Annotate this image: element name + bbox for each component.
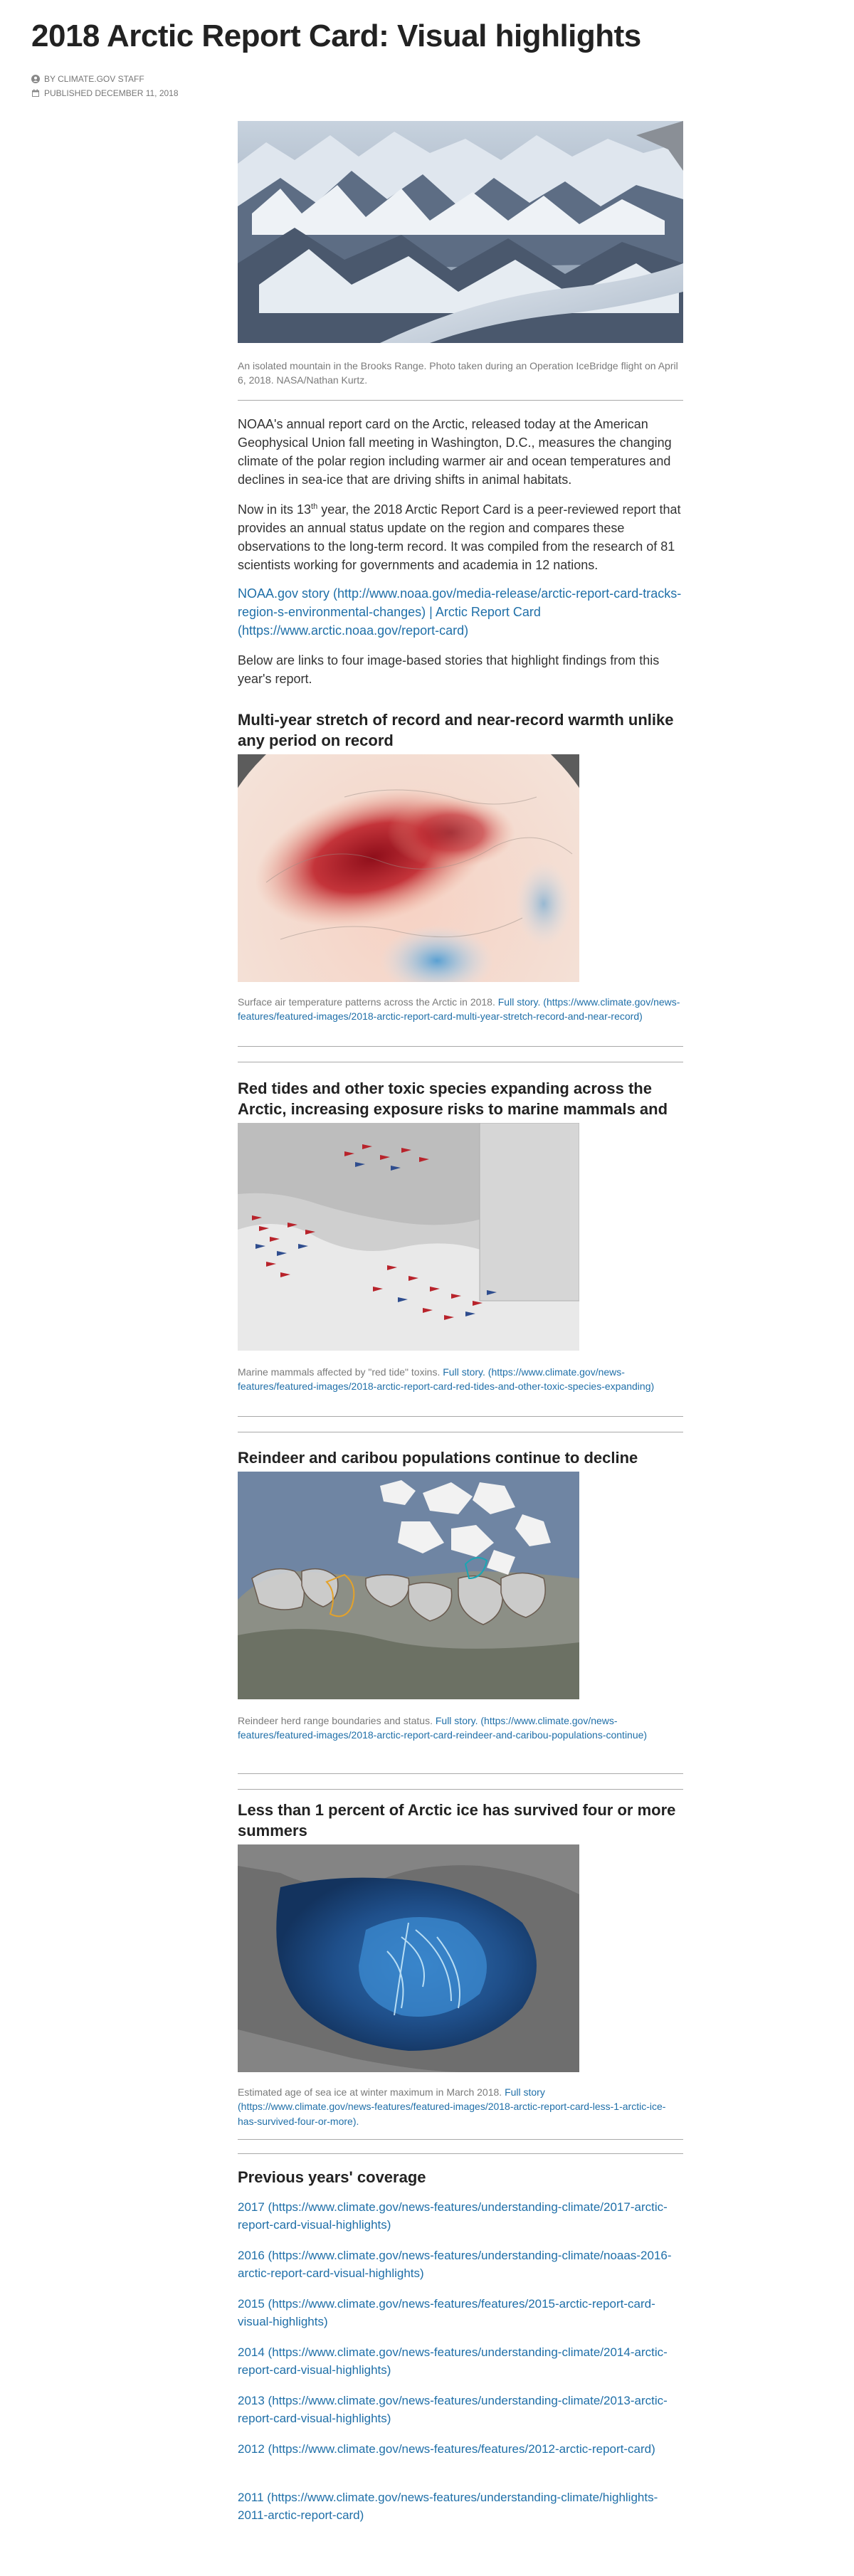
divider: [238, 1789, 683, 1790]
previous-year-link-2011[interactable]: [238, 2489, 683, 2524]
section-4-caption-text: Estimated age of sea ice at winter maximum in March 2018.: [238, 2086, 502, 2098]
section-3-caption-text: Reindeer herd range boundaries and status.: [238, 1715, 433, 1726]
link-2017[interactable]: 2017 (https://www.climate.gov/news-features/understanding-climate/2017-arctic-report-card-visual-highlights): [238, 2200, 668, 2232]
link-2015[interactable]: 2015 (https://www.climate.gov/news-features/features/2015-arctic-report-card-visual-highlights): [238, 2297, 655, 2328]
byline: [31, 74, 144, 84]
link-2014[interactable]: 2014 (https://www.climate.gov/news-features/understanding-climate/2014-arctic-report-card-visual-highlights): [238, 2345, 668, 2377]
link-2011[interactable]: 2011 (https://www.climate.gov/news-features/understanding-climate/highlights-2011-arctic-report-card): [238, 2491, 658, 2522]
published-text: PUBLISHED DECEMBER 11, 2018: [44, 88, 179, 98]
section-1-caption-text: Surface air temperature patterns across the Arctic in 2018.: [238, 996, 495, 1008]
byline-text: BY CLIMATE.GOV STAFF: [44, 74, 144, 84]
section-2-caption: [238, 1365, 683, 1394]
divider: [238, 2139, 683, 2140]
intro-paragraph-1: NOAA's annual report card on the Arctic, released today at the American Geophysical Union fall meeting in Washington, D.C., measures the changing climate of the polar region including warmer air and ocean temperatures and declines in sea-ice that are driving shifts in animal habitats.: [238, 417, 672, 487]
section-2-full-story-link[interactable]: Full story. (https://www.climate.gov/news-features/featured-images/2018-arctic-report-card-red-tides-and-other-toxic-species-expanding): [238, 1366, 655, 1393]
intro-p2-start: Now in its 13: [238, 502, 312, 517]
section-4-caption: [238, 2085, 683, 2128]
sea-ice-age-map-image: [238, 1844, 579, 2072]
temperature-map-image: [238, 754, 579, 982]
intro-p2-sup: th: [311, 502, 318, 511]
intro-paragraph-2: [238, 500, 683, 574]
section-2-heading: Red tides and other toxic species expanding across the Arctic, increasing exposure risks to marine mammals and: [238, 1080, 668, 1118]
section-1-full-story-link[interactable]: Full story. (https://www.climate.gov/news-features/featured-images/2018-arctic-report-card-multi-year-stretch-record-and-near-record): [238, 996, 680, 1023]
intro-links: [238, 584, 683, 640]
page-title: 2018 Arctic Report Card: Visual highlights: [31, 19, 641, 53]
previous-year-link-2015[interactable]: [238, 2296, 683, 2330]
previous-year-link-2013[interactable]: [238, 2392, 683, 2427]
hero-caption: An isolated mountain in the Brooks Range. Photo taken during an Operation IceBridge flight on April 6, 2018. NASA/Nathan Kurtz.: [238, 360, 678, 386]
previous-year-link-2016[interactable]: [238, 2247, 683, 2282]
user-icon: [31, 75, 40, 83]
link-2012[interactable]: 2012 (https://www.climate.gov/news-features/features/2012-arctic-report-card): [238, 2442, 655, 2456]
red-tide-map-image: [238, 1123, 579, 1351]
divider: [238, 1416, 683, 1417]
divider: [238, 1773, 683, 1774]
divider: [238, 400, 683, 401]
section-1-caption: [238, 995, 683, 1024]
intro-paragraph-3: Below are links to four image-based stories that highlight findings from this year's report.: [238, 653, 660, 687]
section-1-heading: Multi-year stretch of record and near-record warmth unlike any period on record: [238, 711, 674, 749]
noaa-story-link[interactable]: NOAA.gov story (http://www.noaa.gov/media-release/arctic-report-card-tracks-region-s-environmental-changes) | Arctic Report Card (https://www.arctic.noaa.gov/report-card): [238, 586, 682, 638]
hero-image: [238, 121, 683, 343]
section-4-heading: Less than 1 percent of Arctic ice has survived four or more summers: [238, 1801, 676, 1839]
link-2016[interactable]: 2016 (https://www.climate.gov/news-features/understanding-climate/noaas-2016-arctic-report-card-visual-highlights): [238, 2249, 672, 2280]
section-3-full-story-link[interactable]: Full story. (https://www.climate.gov/news-features/featured-images/2018-arctic-report-card-reindeer-and-caribou-populations-continue): [238, 1715, 648, 1741]
section-3-heading: Reindeer and caribou populations continue to decline: [238, 1449, 638, 1467]
section-3-caption: [238, 1714, 683, 1743]
previous-year-link-2014[interactable]: [238, 2344, 683, 2379]
calendar-icon: [31, 89, 40, 97]
previous-years-heading: Previous years' coverage: [238, 2168, 426, 2186]
divider: [238, 1046, 683, 1047]
previous-year-link-2017[interactable]: [238, 2199, 683, 2234]
section-2-caption-text: Marine mammals affected by "red tide" toxins.: [238, 1366, 441, 1378]
link-2013[interactable]: 2013 (https://www.climate.gov/news-features/understanding-climate/2013-arctic-report-card-visual-highlights): [238, 2394, 668, 2425]
previous-year-link-2012[interactable]: [238, 2441, 683, 2459]
divider: [238, 2153, 683, 2154]
intro-p2-rest: year, the 2018 Arctic Report Card is a peer-reviewed report that provides an annual status update on the region and compares these observations to the long-term record. It was compiled from the research of 81 scientists working for governments and academia in 12 nations.: [238, 502, 681, 573]
caribou-range-map-image: [238, 1472, 579, 1699]
section-4-full-story-link[interactable]: Full story (https://www.climate.gov/news-features/featured-images/2018-arctic-report-card-less-1-arctic-ice-has-survived-four-or-more).: [238, 2086, 666, 2127]
published-date: [31, 88, 179, 98]
